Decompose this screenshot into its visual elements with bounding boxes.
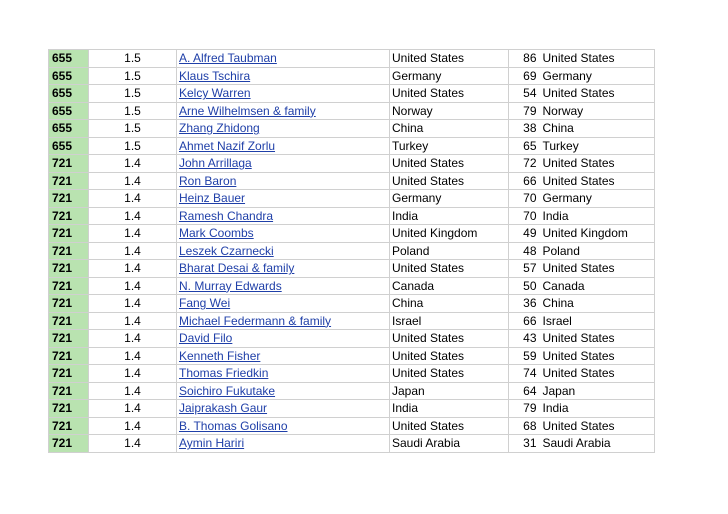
net-worth-cell: 1.4 [89, 382, 177, 400]
table-row [49, 417, 655, 435]
name-cell [177, 382, 390, 400]
name-cell [177, 295, 390, 313]
citizenship-cell: Israel [390, 312, 509, 330]
age-cell: 72 [509, 155, 539, 173]
citizenship-cell: India [390, 400, 509, 418]
name-cell [177, 190, 390, 208]
net-worth-cell: 1.4 [89, 365, 177, 383]
net-worth-cell: 1.5 [89, 137, 177, 155]
table-row [49, 225, 655, 243]
citizenship-cell: United States [390, 417, 509, 435]
table-row [49, 382, 655, 400]
net-worth-cell: 1.4 [89, 155, 177, 173]
citizenship-cell: United States [390, 330, 509, 348]
person-link[interactable]: B. Thomas Golisano [179, 418, 288, 433]
residence-cell: Saudi Arabia [539, 435, 655, 453]
person-link[interactable]: Jaiprakash Gaur [179, 401, 268, 416]
age-cell: 66 [509, 312, 539, 330]
age-cell: 31 [509, 435, 539, 453]
person-link[interactable]: Bharat Desai & family [179, 261, 295, 276]
residence-cell: United States [539, 85, 655, 103]
person-link[interactable]: Kelcy Warren [179, 86, 251, 101]
name-cell [177, 137, 390, 155]
person-link[interactable]: Mark Coombs [179, 226, 254, 241]
age-cell: 57 [509, 260, 539, 278]
residence-cell: India [539, 207, 655, 225]
rank-cell: 721 [49, 417, 89, 435]
age-cell: 74 [509, 365, 539, 383]
table-row [49, 435, 655, 453]
residence-cell: United States [539, 417, 655, 435]
name-cell [177, 242, 390, 260]
citizenship-cell: Japan [390, 382, 509, 400]
rank-cell: 721 [49, 382, 89, 400]
rank-cell: 655 [49, 120, 89, 138]
citizenship-cell: Germany [390, 67, 509, 85]
person-link[interactable]: Aymin Hariri [179, 436, 245, 451]
residence-cell: Germany [539, 67, 655, 85]
name-cell [177, 330, 390, 348]
billionaires-table [48, 49, 655, 453]
citizenship-cell: United States [390, 155, 509, 173]
table-body [49, 50, 655, 453]
age-cell: 43 [509, 330, 539, 348]
rank-cell: 721 [49, 365, 89, 383]
citizenship-cell: United States [390, 50, 509, 68]
net-worth-cell: 1.5 [89, 85, 177, 103]
net-worth-cell: 1.4 [89, 172, 177, 190]
age-cell: 70 [509, 190, 539, 208]
residence-cell: United States [539, 330, 655, 348]
age-cell: 36 [509, 295, 539, 313]
net-worth-cell: 1.4 [89, 435, 177, 453]
citizenship-cell: United States [390, 260, 509, 278]
rank-cell: 721 [49, 260, 89, 278]
person-link[interactable]: Leszek Czarnecki [179, 243, 274, 258]
table-row [49, 312, 655, 330]
citizenship-cell: China [390, 120, 509, 138]
age-cell: 69 [509, 67, 539, 85]
table-row [49, 260, 655, 278]
residence-cell: Poland [539, 242, 655, 260]
age-cell: 86 [509, 50, 539, 68]
residence-cell: United States [539, 347, 655, 365]
rank-cell: 721 [49, 172, 89, 190]
rank-cell: 721 [49, 400, 89, 418]
residence-cell: Canada [539, 277, 655, 295]
name-cell [177, 50, 390, 68]
person-link[interactable]: David Filo [179, 331, 233, 346]
table-row [49, 120, 655, 138]
residence-cell: India [539, 400, 655, 418]
residence-cell: Turkey [539, 137, 655, 155]
citizenship-cell: China [390, 295, 509, 313]
residence-cell: United States [539, 172, 655, 190]
name-cell [177, 347, 390, 365]
rank-cell: 721 [49, 277, 89, 295]
rank-cell: 655 [49, 102, 89, 120]
citizenship-cell: Saudi Arabia [390, 435, 509, 453]
table-row [49, 190, 655, 208]
net-worth-cell: 1.5 [89, 67, 177, 85]
person-link[interactable]: Ahmet Nazif Zorlu [179, 138, 276, 153]
rank-cell: 655 [49, 85, 89, 103]
age-cell: 64 [509, 382, 539, 400]
age-cell: 66 [509, 172, 539, 190]
citizenship-cell: Turkey [390, 137, 509, 155]
person-link[interactable]: Fang Wei [179, 296, 231, 311]
citizenship-cell: Norway [390, 102, 509, 120]
rank-cell: 655 [49, 67, 89, 85]
net-worth-cell: 1.4 [89, 277, 177, 295]
age-cell: 38 [509, 120, 539, 138]
name-cell [177, 207, 390, 225]
rank-cell: 721 [49, 295, 89, 313]
citizenship-cell: Poland [390, 242, 509, 260]
residence-cell: United Kingdom [539, 225, 655, 243]
person-link[interactable]: Klaus Tschira [179, 68, 251, 83]
person-link[interactable]: Michael Federmann & family [179, 313, 332, 328]
age-cell: 79 [509, 400, 539, 418]
name-cell [177, 365, 390, 383]
table-row [49, 330, 655, 348]
name-cell [177, 67, 390, 85]
table-row [49, 207, 655, 225]
net-worth-cell: 1.4 [89, 260, 177, 278]
net-worth-cell: 1.4 [89, 400, 177, 418]
name-cell [177, 400, 390, 418]
net-worth-cell: 1.4 [89, 225, 177, 243]
name-cell [177, 102, 390, 120]
table-row [49, 295, 655, 313]
residence-cell: Norway [539, 102, 655, 120]
table-row [49, 277, 655, 295]
residence-cell: China [539, 120, 655, 138]
rank-cell: 655 [49, 50, 89, 68]
person-link[interactable]: A. Alfred Taubman [179, 51, 277, 66]
residence-cell: United States [539, 155, 655, 173]
net-worth-cell: 1.4 [89, 330, 177, 348]
age-cell: 70 [509, 207, 539, 225]
person-link[interactable]: Ramesh Chandra [179, 208, 274, 223]
person-link[interactable]: Zhang Zhidong [179, 121, 260, 136]
residence-cell: United States [539, 50, 655, 68]
table-row [49, 347, 655, 365]
residence-cell: Germany [539, 190, 655, 208]
name-cell [177, 260, 390, 278]
residence-cell: Israel [539, 312, 655, 330]
person-link[interactable]: John Arrillaga [179, 156, 252, 171]
table-row [49, 365, 655, 383]
rank-cell: 721 [49, 347, 89, 365]
rank-cell: 721 [49, 312, 89, 330]
citizenship-cell: India [390, 207, 509, 225]
citizenship-cell: United States [390, 347, 509, 365]
age-cell: 54 [509, 85, 539, 103]
citizenship-cell: United States [390, 85, 509, 103]
rank-cell: 721 [49, 190, 89, 208]
table-row [49, 172, 655, 190]
table-row [49, 50, 655, 68]
rank-cell: 721 [49, 207, 89, 225]
person-link[interactable]: Ron Baron [179, 173, 237, 188]
residence-cell: United States [539, 260, 655, 278]
net-worth-cell: 1.4 [89, 347, 177, 365]
net-worth-cell: 1.4 [89, 295, 177, 313]
citizenship-cell: United States [390, 172, 509, 190]
name-cell [177, 277, 390, 295]
name-cell [177, 435, 390, 453]
table-row [49, 137, 655, 155]
rank-cell: 721 [49, 225, 89, 243]
person-link[interactable]: Arne Wilhelmsen & family [179, 103, 316, 118]
citizenship-cell: Canada [390, 277, 509, 295]
table-row [49, 155, 655, 173]
person-link[interactable]: N. Murray Edwards [179, 278, 282, 293]
name-cell [177, 225, 390, 243]
net-worth-cell: 1.4 [89, 417, 177, 435]
name-cell [177, 155, 390, 173]
name-cell [177, 417, 390, 435]
person-link[interactable]: Thomas Friedkin [179, 366, 269, 381]
age-cell: 65 [509, 137, 539, 155]
net-worth-cell: 1.5 [89, 50, 177, 68]
residence-cell: United States [539, 365, 655, 383]
net-worth-cell: 1.4 [89, 190, 177, 208]
table-row [49, 400, 655, 418]
age-cell: 68 [509, 417, 539, 435]
age-cell: 49 [509, 225, 539, 243]
net-worth-cell: 1.4 [89, 207, 177, 225]
rank-cell: 721 [49, 242, 89, 260]
residence-cell: Japan [539, 382, 655, 400]
person-link[interactable]: Soichiro Fukutake [179, 383, 276, 398]
name-cell [177, 85, 390, 103]
age-cell: 48 [509, 242, 539, 260]
citizenship-cell: United Kingdom [390, 225, 509, 243]
age-cell: 50 [509, 277, 539, 295]
name-cell [177, 120, 390, 138]
rank-cell: 721 [49, 435, 89, 453]
name-cell [177, 312, 390, 330]
rank-cell: 721 [49, 330, 89, 348]
table-row [49, 67, 655, 85]
net-worth-cell: 1.4 [89, 242, 177, 260]
table-row [49, 242, 655, 260]
rank-cell: 721 [49, 155, 89, 173]
age-cell: 79 [509, 102, 539, 120]
name-cell [177, 172, 390, 190]
net-worth-cell: 1.5 [89, 102, 177, 120]
rank-cell: 655 [49, 137, 89, 155]
net-worth-cell: 1.4 [89, 312, 177, 330]
citizenship-cell: United States [390, 365, 509, 383]
age-cell: 59 [509, 347, 539, 365]
citizenship-cell: Germany [390, 190, 509, 208]
person-link[interactable]: Kenneth Fisher [179, 348, 261, 363]
table-row [49, 85, 655, 103]
net-worth-cell: 1.5 [89, 120, 177, 138]
residence-cell: China [539, 295, 655, 313]
table-row [49, 102, 655, 120]
person-link[interactable]: Heinz Bauer [179, 191, 246, 206]
